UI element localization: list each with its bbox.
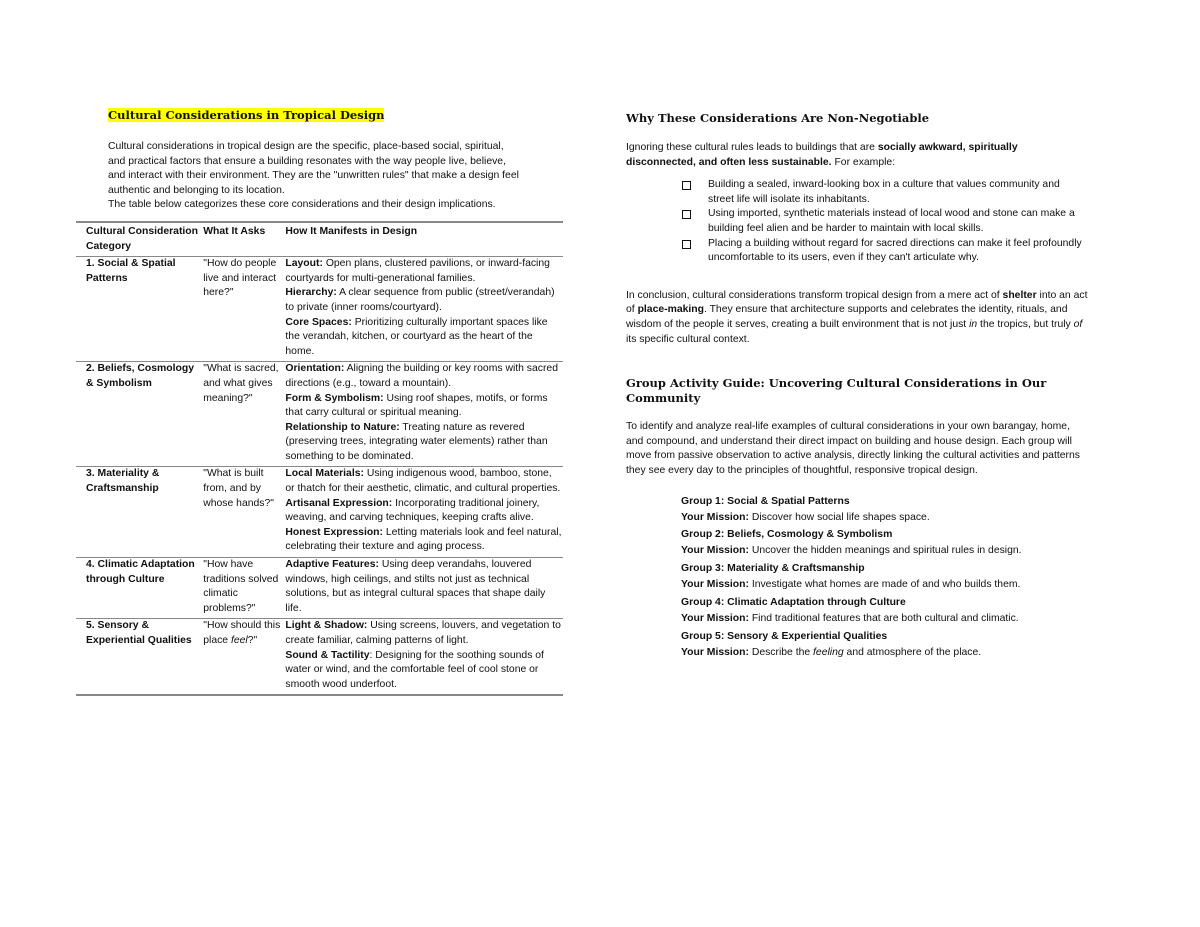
example-list [626, 178, 1088, 266]
row-asks: "How have traditions solved climatic problems?" [203, 559, 279, 614]
manifest-item: Artisanal Expression: Incorporating traditional joinery, weaving, and carving techniques, keeping crafts alive. [285, 497, 540, 524]
left-column [86, 108, 563, 696]
highlighted-title: Cultural Considerations in Tropical Design [108, 108, 385, 122]
header-manifests: How It Manifests in Design [285, 225, 418, 237]
section-title-why: Why These Considerations Are Non-Negotiable [626, 111, 930, 125]
table-row [76, 257, 563, 362]
page-title [108, 108, 563, 123]
manifest-item: Sound & Tactility: Designing for the soothing sounds of water or wind, and the comfortable feel of cool stone or smooth wood underfoot. [285, 649, 544, 690]
table-header-row [76, 222, 563, 257]
row-category: 3. Materiality & Craftsmanship [86, 468, 160, 495]
table-row [76, 362, 563, 467]
row-manifests [285, 467, 563, 558]
row-manifests [285, 558, 563, 619]
manifest-item: Layout: Open plans, clustered pavilions, or inward-facing courtyards for multi-generational families. [285, 258, 550, 284]
manifest-item: Core Spaces: Prioritizing culturally important spaces like the verandah, kitchen, or courtyard as the heart of the home. [285, 316, 548, 357]
group-mission: Your Mission: Uncover the hidden meanings and spiritual rules in design. [681, 545, 1022, 557]
manifest-item: Light & Shadow: Using screens, louvers, and vegetation to create familiar, calming patterns of light. [285, 620, 561, 646]
why-paragraph: Ignoring these cultural rules leads to buildings that are socially awkward, spiritually disconnected, and often less sustainable. For example: [626, 142, 1018, 168]
group-title: Group 2: Beliefs, Cosmology & Symbolism [681, 529, 893, 541]
group-title: Group 4: Climatic Adaptation through Culture [681, 596, 906, 608]
group-mission: Your Mission: Find traditional features that are both cultural and climatic. [681, 612, 1019, 624]
manifest-item: Form & Symbolism: Using roof shapes, motifs, or forms that carry cultural or spiritual meaning. [285, 392, 548, 419]
table-row [76, 467, 563, 558]
manifest-item: Adaptive Features: Using deep verandahs, louvered windows, high ceilings, and stilts not just as technical solutions, but as integral cultural spaces that shape daily life. [285, 559, 546, 614]
manifest-item: Orientation: Aligning the building or key rooms with sacred directions (e.g., toward a mountain). [285, 363, 558, 389]
row-asks: "What is sacred, and what gives meaning?" [203, 363, 279, 404]
intro-line: and practical factors that ensure a building resonates with the way people live, believe, [108, 155, 506, 167]
conclusion-paragraph: In conclusion, cultural considerations transform tropical design from a mere act of shelter into an act of place-making. They ensure that architecture supports and celebrates the identity, rituals, and wisdom of the people it serves, creating a built environment that is not just in the tropics, but truly of its specific cultural context. [626, 289, 1088, 345]
header-category: Cultural Consideration Category [86, 225, 198, 252]
group-title: Group 3: Materiality & Craftsmanship [681, 563, 865, 575]
manifest-item: Local Materials: Using indigenous wood, bamboo, stone, or thatch for their aesthetic, climatic, and cultural properties. [285, 468, 561, 495]
intro-line: Cultural considerations in tropical design are the specific, place-based social, spiritual, [108, 141, 504, 152]
intro-line: and interact with their environment. They are the "unwritten rules" that make a design feel [108, 170, 519, 182]
considerations-table [76, 221, 563, 696]
header-asks: What It Asks [203, 225, 266, 237]
row-category: 2. Beliefs, Cosmology & Symbolism [86, 363, 194, 389]
right-column [626, 108, 1088, 661]
row-asks: "How do people live and interact here?" [203, 258, 277, 299]
manifest-item: Hierarchy: A clear sequence from public (street/verandah) to private (inner rooms/courtyard). [285, 287, 555, 313]
row-asks: "What is built from, and by whose hands?" [203, 468, 274, 509]
intro-paragraph [108, 140, 563, 213]
activity-paragraph: To identify and analyze real-life examples of cultural considerations in your own barangay, home, and compound, and understand their direct impact on building and house design. Each group will move from passive observation to active analysis, directly linking the cultural activities and patterns they see every day to the principles of thoughtful, responsive tropical design. [626, 421, 1080, 476]
checkbox-bullet-icon [682, 210, 691, 219]
checkbox-bullet-icon [682, 240, 691, 249]
row-manifests [285, 362, 563, 467]
row-manifests [285, 619, 563, 695]
table-row [76, 619, 563, 695]
group-mission: Your Mission: Describe the feeling and atmosphere of the place. [681, 646, 982, 658]
row-asks: "How should this place feel?" [203, 620, 281, 646]
checkbox-bullet-icon [682, 181, 691, 190]
row-manifests [285, 257, 563, 362]
row-category: 5. Sensory & Experiential Qualities [86, 620, 192, 646]
section-title-activity: Group Activity Guide: Uncovering Cultural Considerations in Our Community [626, 376, 1047, 406]
group-title: Group 5: Sensory & Experiential Qualities [681, 630, 888, 642]
group-title: Group 1: Social & Spatial Patterns [681, 495, 850, 507]
list-item: Building a sealed, inward-looking box in a culture that values community and street life will isolate its inhabitants. [682, 178, 1088, 207]
table-row [76, 558, 563, 619]
row-category: 4. Climatic Adaptation through Culture [86, 559, 195, 585]
intro-line: authentic and belonging to its location. [108, 184, 285, 196]
group-mission: Your Mission: Discover how social life shapes space. [681, 511, 930, 523]
intro-line: The table below categorizes these core considerations and their design implications. [108, 199, 496, 211]
group-mission: Your Mission: Investigate what homes are made of and who builds them. [681, 579, 1021, 591]
list-item: Using imported, synthetic materials instead of local wood and stone can make a building feel alien and be harder to maintain with local skills. [682, 207, 1088, 236]
list-item: Placing a building without regard for sacred directions can make it feel profoundly uncomfortable to its users, even if they can't articulate why. [682, 237, 1088, 266]
row-category: 1. Social & Spatial Patterns [86, 258, 176, 284]
manifest-item: Relationship to Nature: Treating nature as revered (preserving trees, integrating water elements) rather than something to be dominated. [285, 421, 548, 462]
manifest-item: Honest Expression: Letting materials look and feel natural, celebrating their texture and aging process. [285, 526, 562, 553]
group-list [681, 493, 1088, 662]
